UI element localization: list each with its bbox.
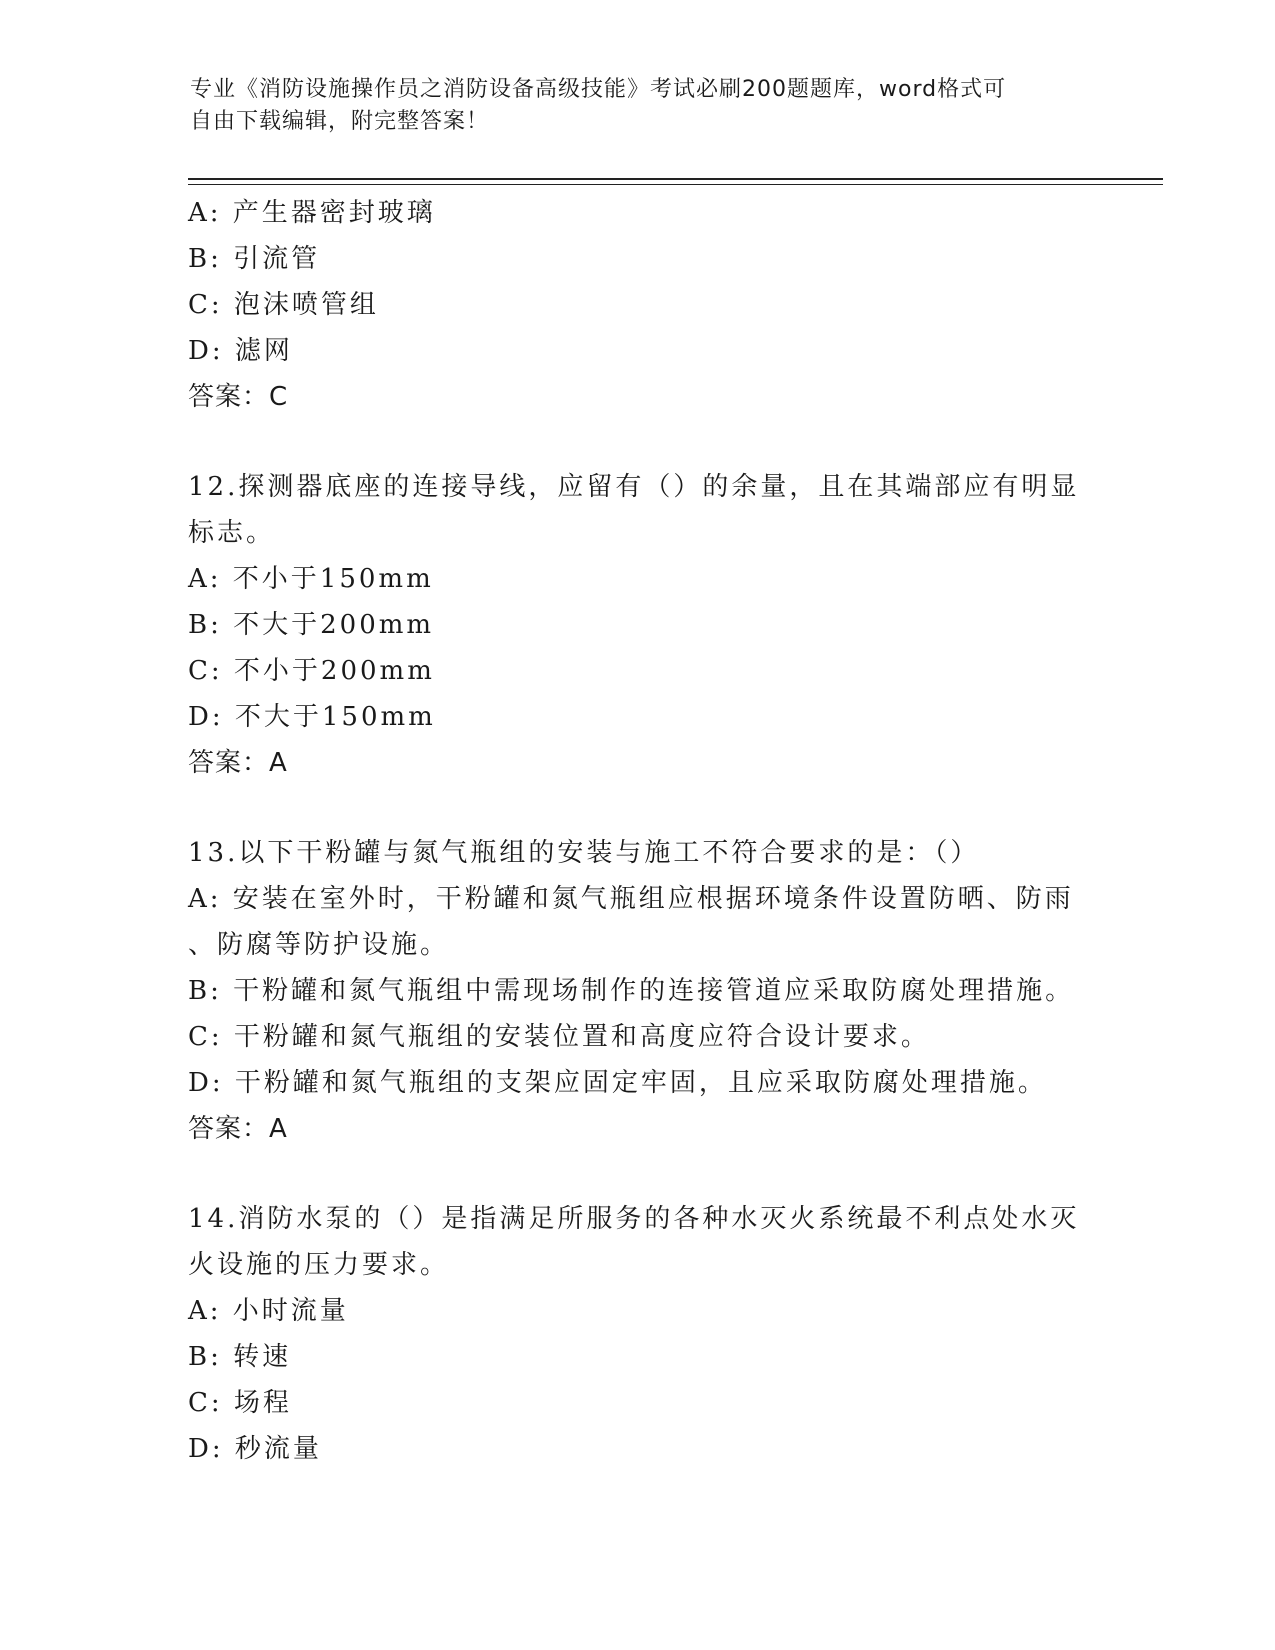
option-a: A: 小时流量 <box>188 1296 349 1326</box>
option-d: D: 不大于150mm <box>188 702 436 732</box>
question-stem-cont: 标志。 <box>188 518 276 548</box>
question-12 <box>188 464 1088 786</box>
option-a-cont: 、防腐等防护设施。 <box>188 930 450 960</box>
option-b: B: 转速 <box>188 1342 292 1372</box>
option-a: A: 不小于150mm <box>188 564 434 594</box>
option-d: D: 滤网 <box>188 336 293 366</box>
question-11-continued <box>188 190 1088 420</box>
option-b: B: 干粉罐和氮气瓶组中需现场制作的连接管道应采取防腐处理措施。 <box>188 976 1075 1006</box>
header-line-2: 自由下载编辑，附完整答案！ <box>190 109 490 134</box>
option-c: C: 场程 <box>188 1388 292 1418</box>
question-stem: 14.消防水泵的（）是指满足所服务的各种水灭火系统最不利点处水灭 <box>188 1204 1080 1234</box>
answer-line: 答案：C <box>188 382 289 412</box>
header-rule-thick <box>188 178 1163 180</box>
option-b: B: 不大于200mm <box>188 610 435 640</box>
option-c: C: 不小于200mm <box>188 656 435 686</box>
option-c: C: 泡沫喷管组 <box>188 290 379 320</box>
question-13 <box>188 830 1088 1152</box>
option-d: D: 秒流量 <box>188 1434 322 1464</box>
question-stem-cont: 火设施的压力要求。 <box>188 1250 450 1280</box>
option-a: A: 安装在室外时，干粉罐和氮气瓶组应根据环境条件设置防晒、防雨 <box>188 884 1074 914</box>
question-list <box>188 190 1088 1472</box>
option-d: D: 干粉罐和氮气瓶组的支架应固定牢固，且应采取防腐处理措施。 <box>188 1068 1047 1098</box>
question-stem: 13.以下干粉罐与氮气瓶组的安装与施工不符合要求的是：（） <box>188 838 980 868</box>
option-b: B: 引流管 <box>188 244 321 274</box>
document-header <box>190 74 1090 138</box>
option-c: C: 干粉罐和氮气瓶组的安装位置和高度应符合设计要求。 <box>188 1022 930 1052</box>
answer-line: 答案：A <box>188 748 288 778</box>
option-a: A: 产生器密封玻璃 <box>188 198 436 228</box>
question-14 <box>188 1196 1088 1472</box>
header-rule-thin <box>188 184 1163 185</box>
answer-line: 答案：A <box>188 1114 288 1144</box>
question-stem: 12.探测器底座的连接导线，应留有（）的余量，且在其端部应有明显 <box>188 472 1080 502</box>
header-line-1: 专业《消防设施操作员之消防设备高级技能》考试必刷200题题库，word格式可 <box>190 77 1007 102</box>
